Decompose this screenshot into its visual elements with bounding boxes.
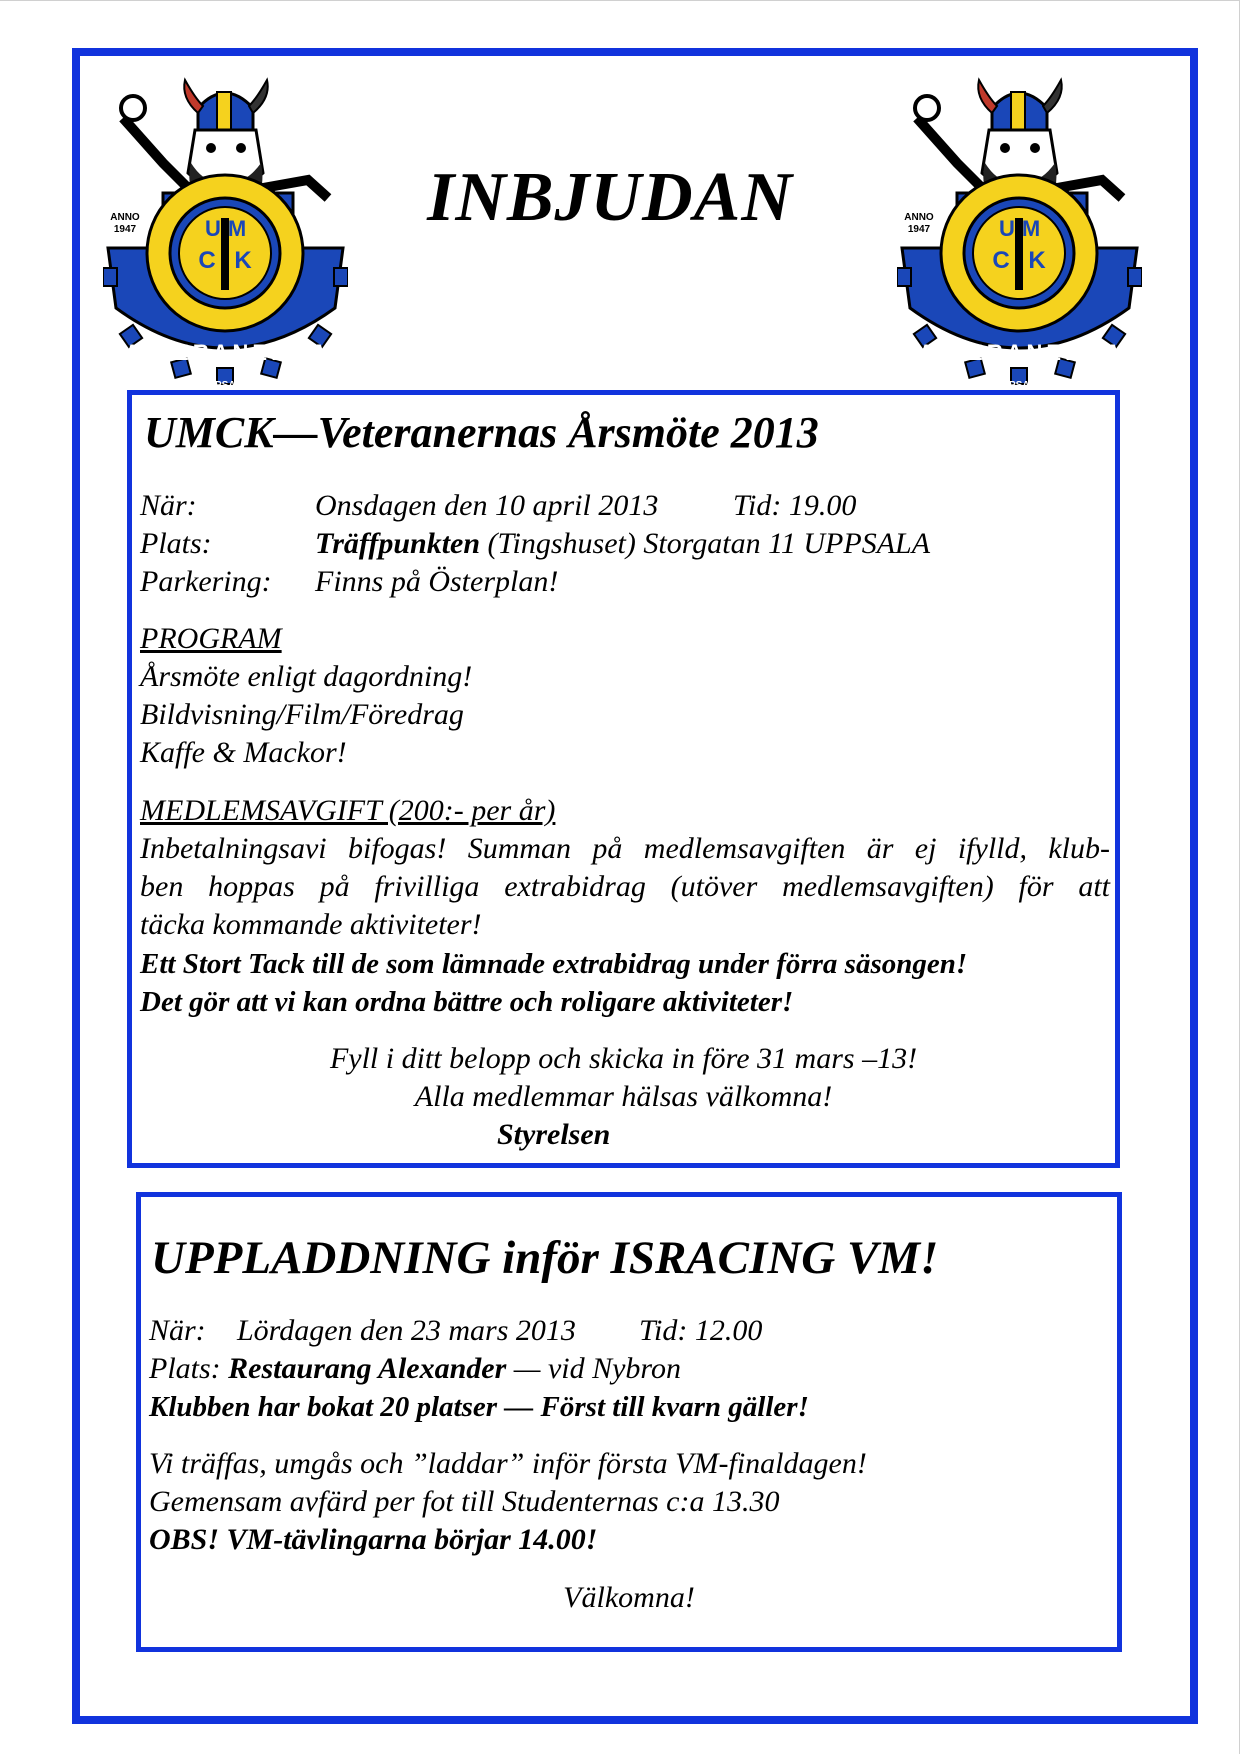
meeting-time-value: Tid: 19.00 bbox=[733, 489, 857, 522]
logo-letter-k: K bbox=[234, 247, 252, 274]
racing-place-rest: — vid Nybron bbox=[513, 1352, 681, 1385]
racing-box bbox=[136, 1192, 1122, 1652]
racing-welcome: Välkomna! bbox=[563, 1581, 695, 1614]
meeting-when-label: När: bbox=[140, 489, 197, 522]
page-title: INBJUDAN bbox=[427, 159, 793, 236]
meeting-place-name: Träffpunkten bbox=[315, 527, 481, 560]
fee-text-line: ben hoppas på frivilliga extrabidrag (utöver medlemsavgiften) för att bbox=[140, 870, 1110, 903]
racing-text-line: Vi träffas, umgås och ”laddar” inför första VM-finaldagen! bbox=[149, 1447, 867, 1480]
logo-ring-text: VETERANERNA bbox=[913, 340, 1125, 365]
meeting-heading: UMCK—Veteranernas Årsmöte 2013 bbox=[144, 408, 819, 457]
logo-year: 1947 bbox=[113, 224, 137, 235]
thanks-line: Ett Stort Tack till de som lämnade extrabidrag under förra säsongen! bbox=[140, 948, 968, 980]
meeting-when-value: Onsdagen den 10 april 2013 bbox=[315, 489, 659, 522]
racing-booked: Klubben har bokat 20 platser — Först till kvarn gäller! bbox=[149, 1391, 809, 1423]
meeting-place-rest: (Tingshuset) Storgatan 11 UPPSALA bbox=[487, 527, 931, 560]
racing-when-value: Lördagen den 23 mars 2013 bbox=[237, 1314, 576, 1347]
racing-time-value: Tid: 12.00 bbox=[639, 1314, 763, 1347]
fee-heading: MEDLEMSAVGIFT (200:- per år) bbox=[140, 794, 556, 827]
club-logo-right bbox=[897, 68, 1142, 398]
logo-letter-u: U bbox=[205, 216, 221, 241]
racing-when-label: När: bbox=[149, 1314, 206, 1347]
club-logo-left bbox=[103, 68, 348, 398]
program-heading: PROGRAM bbox=[140, 622, 282, 655]
racing-place-label: Plats: bbox=[149, 1352, 221, 1385]
racing-heading: UPPLADDNING inför ISRACING VM! bbox=[151, 1232, 939, 1284]
signature: Styrelsen bbox=[497, 1118, 611, 1151]
thanks-line: Det gör att vi kan ordna bättre och roligare aktiviteter! bbox=[140, 986, 794, 1018]
program-item: Årsmöte enligt dagordning! bbox=[140, 660, 473, 693]
logo-letter-m: M bbox=[227, 216, 247, 241]
meeting-parking-value: Finns på Österplan! bbox=[315, 565, 559, 598]
racing-place-name: Restaurang Alexander bbox=[228, 1352, 507, 1385]
logo-letter-m: M bbox=[1021, 216, 1041, 241]
fee-text-line: täcka kommande aktiviteter! bbox=[140, 908, 482, 941]
racing-text-line: Gemensam avfärd per fot till Studenternas c:a 13.30 bbox=[149, 1485, 780, 1518]
logo-anno: ANNO bbox=[110, 212, 140, 223]
program-item: Kaffe & Mackor! bbox=[140, 736, 347, 769]
racing-obs: OBS! VM-tävlingarna börjar 14.00! bbox=[149, 1523, 598, 1556]
racing-place bbox=[149, 1350, 681, 1388]
closing-line: Alla medlemmar hälsas välkomna! bbox=[414, 1080, 833, 1113]
logo-ring-text: VETERANERNA bbox=[119, 340, 331, 365]
logo-letter-c: C bbox=[198, 247, 216, 274]
meeting-place-label: Plats: bbox=[140, 527, 212, 560]
annual-meeting-box bbox=[127, 390, 1120, 1168]
program-item: Bildvisning/Film/Föredrag bbox=[140, 698, 464, 731]
logo-anno: ANNO bbox=[904, 212, 934, 223]
logo-letter-k: K bbox=[1028, 247, 1046, 274]
closing-line: Fyll i ditt belopp och skicka in före 31 mars –13! bbox=[329, 1042, 918, 1075]
logo-letter-c: C bbox=[992, 247, 1010, 274]
logo-year: 1947 bbox=[907, 224, 931, 235]
meeting-parking-label: Parkering: bbox=[140, 565, 272, 598]
logo-letter-u: U bbox=[999, 216, 1015, 241]
meeting-place bbox=[315, 525, 930, 563]
fee-text-line: Inbetalningsavi bifogas! Summan på medlemsavgiften är ej ifylld, klub- bbox=[140, 832, 1110, 865]
page-edge-top bbox=[0, 0, 1240, 1]
logo-city: UPPSALA bbox=[995, 380, 1043, 391]
logo-city: UPPSALA bbox=[201, 380, 249, 391]
